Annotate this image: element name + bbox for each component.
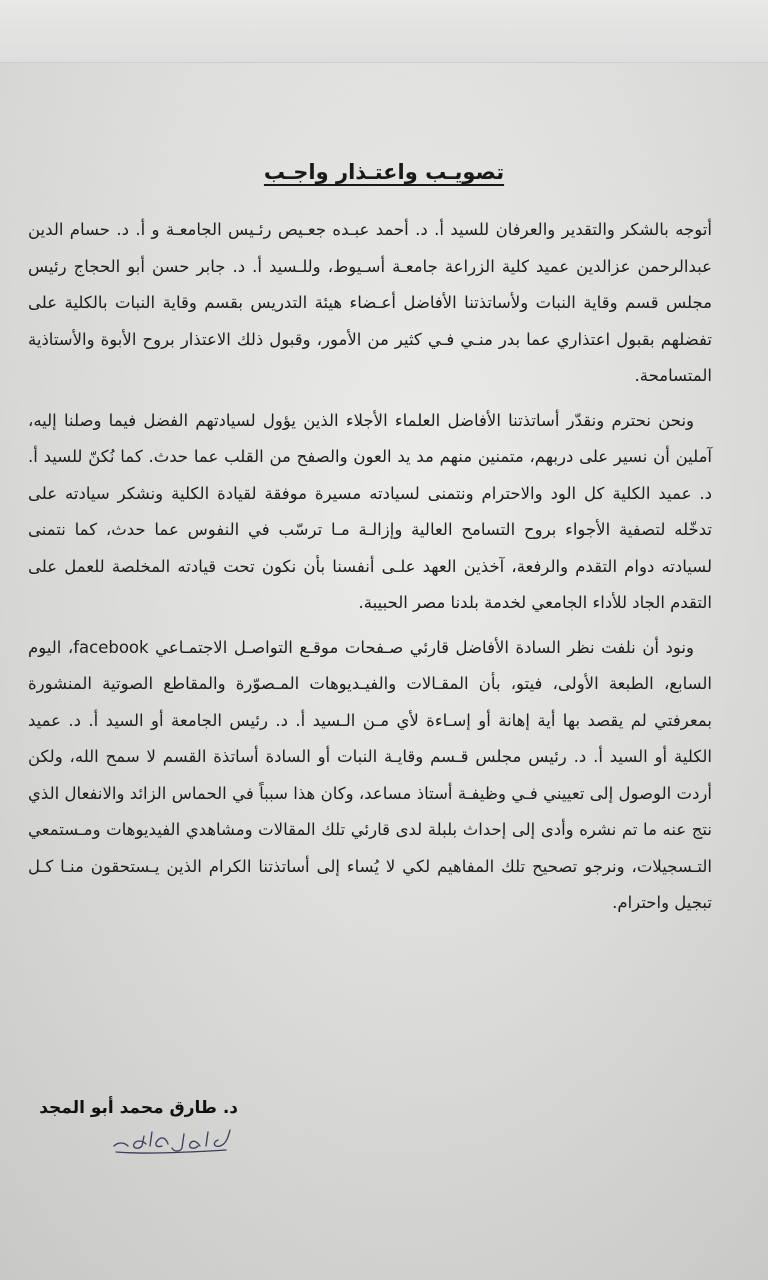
signature-name: د. طارق محمد أبو المجد	[39, 1098, 238, 1118]
document-body	[28, 212, 712, 930]
handwritten-signature	[108, 1122, 238, 1158]
signature-block	[28, 1098, 238, 1158]
paragraph-clarification: ونود أن نلفت نظر السادة الأفاضل قارئي صـفحات موقـع التواصـل الاجتمـاعي facebook، اليوم السابع، الطبعة الأولى، فيتو، بأن المقـالات والفيـديوهات المـصوّرة والمقاطع الصوتية المنشورة بمعرفتي لم يقصد بها أية إهانة أو إسـاءة لأي مـن الـسيد أ. د. رئيس الجامعة أو السيد أ. د. عميد الكلية أو السيد أ. د. رئيس مجلس قـسم وقايـة النبات أو السادة أساتذة القسم لا سمح الله، ولكن أردت الوصول إلى تعييني فـي وظيفـة أستاذ مساعد، وكان هذا سبباً في الحماس الزائد والانفعال الذي نتج عنه ما تم نشره وأدى إلى إحداث بلبلة لدى قارئي تلك المقالات ومشاهدي الفيديوهات ومـستمعي التـسجيلات، ونرجو تصحيح تلك المفاهيم لكي لا يُساء إلى أساتذتنا الكرام الذين يـستحقون منـا كـل تبجيل واحترام.	[28, 637, 712, 912]
paper-top-edge	[0, 0, 768, 63]
paragraph-respect: ونحن نحترم ونقدّر أساتذتنا الأفاضل العلماء الأجلاء الذين يؤول لسيادتهم الفضل فيما وصلنا إليه، آملين أن نسير على دربهم، متمنين منهم مد يد العون والصفح من القلب عما حدث. كما نُكنّ للسيد أ. د. عميد الكلية كل الود والاحترام ونتمنى لسيادته مسيرة موفقة لقيادة الكلية ونشكر سيادته على تدخّله لتصفية الأجواء بروح التسامح العالية وإزالـة مـا ترسّب في النفوس عما حدث، كما نتمنى لسيادته دوام التقدم والرفعة، آخذين العهد علـى أنفسنا بأن نكون تحت قيادته المخلصة للعمل على التقدم الجاد للأداء الجامعي لخدمة بلدنا مصر الحبيبة.	[28, 410, 712, 612]
paragraph-thanks: أتوجه بالشكر والتقدير والعرفان للسيد أ. د. أحمد عبـده جعـيص رئـيس الجامعـة و أ. د. حسام الدين عبدالرحمن عزالدين عميد كلية الزراعة جامعـة أسـيوط، وللـسيد أ. د. جابر حسن أبو الحجاج رئيس مجلس قسم وقاية النبات ولأساتذتنا الأفاضل أعـضاء هيئة التدريس بقسم وقاية النبات بالكلية على تفضلهم بقبول اعتذاري عما بدر منـي فـي كثير من الأمور، وقبول ذلك الاعتذار بروح الأبوة والأستاذية المتسامحة.	[28, 220, 712, 385]
document-title: تصويـب واعتـذار واجـب	[263, 160, 505, 184]
